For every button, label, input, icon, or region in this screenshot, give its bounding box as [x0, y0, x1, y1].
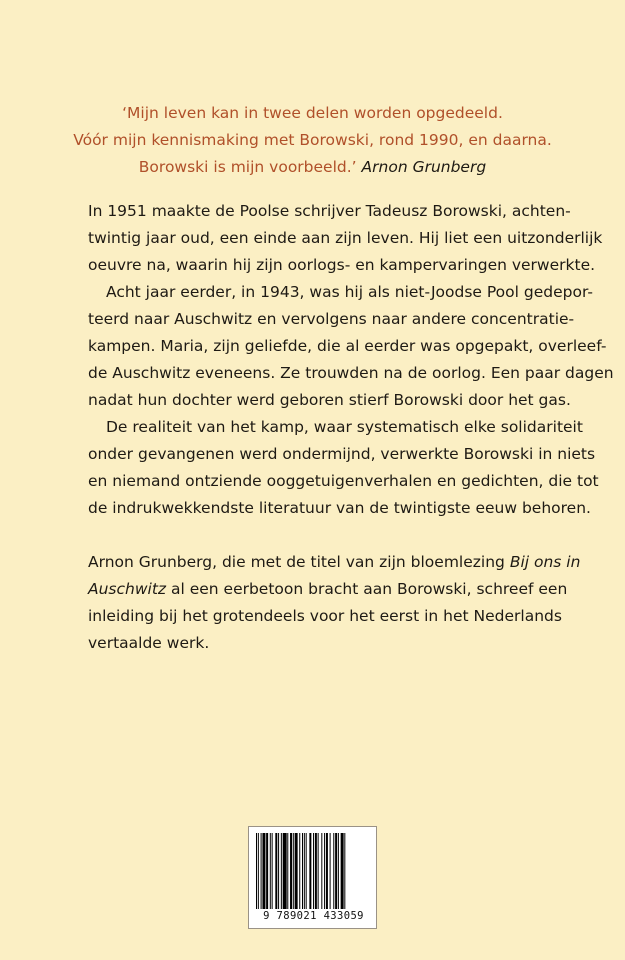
barcode-bar: [309, 833, 311, 909]
barcode-bar: [318, 833, 319, 909]
text-line: nadat hun dochter werd geboren stierf Borowski door het gas.: [88, 391, 571, 409]
barcode-bar: [335, 833, 337, 909]
barcode-bar: [275, 833, 277, 909]
barcode-bar: [258, 833, 259, 909]
text-line: teerd naar Auschwitz en vervolgens naar andere concentratie-: [88, 310, 575, 328]
pull-quote: [0, 100, 625, 181]
text-line: oeuvre na, waarin hij zijn oorlogs- en kampervaringen verwerkte.: [88, 256, 596, 274]
paragraph-3: [88, 414, 599, 522]
barcode-bar: [302, 833, 303, 909]
barcode-bar: [299, 833, 300, 909]
barcode-bar: [256, 833, 257, 909]
barcode-bar: [272, 833, 273, 909]
barcode-bar: [266, 833, 268, 909]
quote-line-3: [0, 154, 625, 181]
barcode-bar: [324, 833, 325, 909]
text-line: twintig jaar oud, een einde aan zijn leven. Hij liet een uitzonderlijk: [88, 229, 603, 247]
barcode-bar: [306, 833, 307, 909]
barcode-bar: [278, 833, 279, 909]
barcode-bar: [341, 833, 344, 909]
book-title: Bij ons in: [509, 553, 581, 571]
quote-line-1: ‘Mijn leven kan in twee delen worden opgedeeld.: [122, 104, 503, 122]
barcode-bar: [333, 833, 334, 909]
text-segment: al een eerbetoon bracht aan Borowski, schreef een: [166, 580, 568, 598]
barcode-bar: [304, 833, 305, 909]
paragraph-2: [88, 279, 614, 414]
barcode-bar: [313, 833, 314, 909]
barcode-bar: [295, 833, 298, 909]
quote-text: Borowski is mijn voorbeeld.’: [138, 158, 357, 176]
barcode-bar: [262, 833, 265, 909]
text-line: [88, 576, 568, 603]
barcode-bar: [293, 833, 294, 909]
text-line: de indrukwekkendste literatuur van de twintigste eeuw behoren.: [88, 499, 591, 517]
barcode-bar: [344, 833, 345, 909]
barcode-bar: [321, 833, 322, 909]
barcode-bar: [330, 833, 331, 909]
barcode-bar: [290, 833, 292, 909]
barcode-bar: [287, 833, 288, 909]
text-line: In 1951 maakte de Poolse schrijver Tadeusz Borowski, achten-: [88, 202, 571, 220]
quote-line-2: Vóór mijn kennismaking met Borowski, rond 1990, en daarna.: [73, 131, 552, 149]
text-line: inleiding bij het grotendeels voor het eerst in het Nederlands: [88, 607, 562, 625]
barcode-bar: [261, 833, 262, 909]
text-line: [88, 549, 581, 576]
quote-author: Arnon Grunberg: [361, 158, 487, 176]
text-line: de Auschwitz eveneens. Ze trouwden na de oorlog. Een paar dagen: [88, 364, 614, 382]
text-segment: Arnon Grunberg, die met de titel van zijn bloemlezing: [88, 553, 510, 571]
barcode-bar: [283, 833, 287, 909]
blurb-text: [88, 198, 614, 657]
paragraph-4: [88, 549, 581, 657]
text-line: De realiteit van het kamp, waar systematisch elke solidariteit: [106, 418, 583, 436]
barcode-bar: [281, 833, 282, 909]
barcode-bar: [338, 833, 339, 909]
isbn-barcode: [248, 826, 377, 929]
barcode-bar: [315, 833, 317, 909]
text-line: kampen. Maria, zijn geliefde, die al eerder was opgepakt, overleef-: [88, 337, 607, 355]
barcode-bar: [270, 833, 271, 909]
text-line: vertaalde werk.: [88, 634, 210, 652]
barcode-bars: [254, 833, 373, 909]
text-line: en niemand ontziende ooggetuigenverhalen en gedichten, die tot: [88, 472, 599, 490]
barcode-bar: [326, 833, 328, 909]
text-line: onder gevangenen werd ondermijnd, verwerkte Borowski in niets: [88, 445, 596, 463]
text-line: Acht jaar eerder, in 1943, was hij als niet-Joodse Pool gedepor-: [106, 283, 593, 301]
book-title: Auschwitz: [88, 580, 167, 598]
isbn-number: 9 789021 433059: [263, 910, 364, 922]
paragraph-1: [88, 198, 603, 279]
